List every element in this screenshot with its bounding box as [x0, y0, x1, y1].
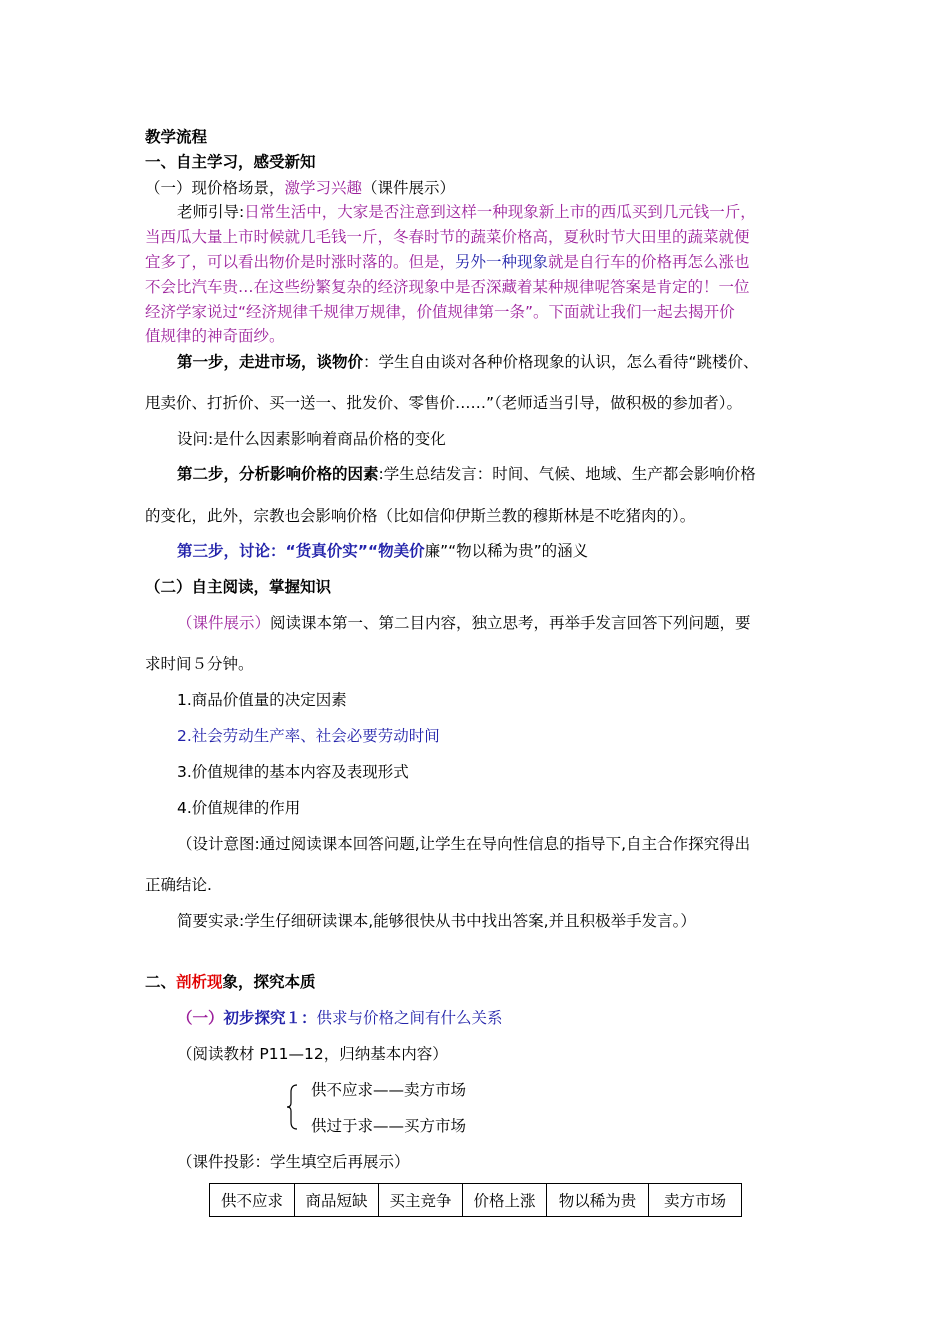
subsection-1-1 — [145, 178, 455, 198]
question-item-2: 2.社会劳动生产率、社会必要劳动时间 — [177, 727, 440, 745]
question-item-4: 4.价值规律的作用 — [177, 799, 301, 817]
subsection-1-2: （二）自主阅读，掌握知识 — [145, 578, 332, 596]
subsection-2-1 — [177, 1008, 503, 1028]
table-cell: 物以稀为贵 — [547, 1184, 649, 1217]
fill-in-table — [209, 1183, 742, 1217]
question: 设问:是什么因素影响着商品价格的变化 — [177, 430, 446, 448]
section-1-title: 一、自主学习，感受新知 — [145, 153, 316, 171]
step-3 — [177, 541, 588, 561]
teacher-guide-line-3a: 宜多了，可以看出物价是时涨时落的。但是， — [145, 253, 456, 271]
supply-item-2: 供过于求——买方市场 — [311, 1117, 467, 1135]
step-2-line-2: 的变化，此外，宗教也会影响价格（比如信仰伊斯兰教的穆斯林是不吃猪肉的）。 — [145, 507, 696, 525]
reading-instruction-text: 阅读课本第一、第二目内容，独立思考，再举手发言回答下列问题，要 — [270, 614, 751, 632]
step-3-quote-2a: “物美价 — [367, 542, 425, 560]
table-cell: 供不应求 — [210, 1184, 295, 1217]
step-1-text: ：学生自由谈对各种价格现象的认识，怎么看待“跳楼价、 — [363, 353, 759, 371]
step-2-text: :学生总结发言：时间、气候、地域、生产都会影响价格 — [378, 465, 756, 483]
step-1-title: 第一步，走进市场，谈物价 — [177, 353, 364, 371]
reading-instruction-prefix: （课件展示） — [177, 614, 271, 632]
brief-record: 简要实录:学生仔细研读课本,能够很快从书中找出答案,并且积极举手发言。） — [177, 912, 696, 930]
teacher-guide-line-4: 不会比汽车贵…在这些纷繁复杂的经济现象中是否深藏着某种规律呢答案是肯定的！一位 — [145, 278, 750, 296]
left-brace-icon — [286, 1084, 298, 1130]
step-2-title: 第二步，分析影响价格的因素 — [177, 465, 379, 483]
step-2 — [177, 464, 756, 484]
design-intent-line-2: 正确结论. — [145, 876, 212, 894]
section-2-title — [145, 972, 316, 992]
table-cell: 买主竞争 — [379, 1184, 463, 1217]
table-row — [210, 1184, 742, 1217]
step-1 — [177, 352, 759, 372]
supply-item-1: 供不应求——卖方市场 — [311, 1081, 467, 1099]
step-3-quote-1: “货真价实” — [285, 542, 368, 560]
section-2-title-prefix: 二、 — [145, 973, 177, 991]
reading-note: （阅读教材 P11—12，归纳基本内容） — [177, 1045, 448, 1063]
subsection-2-1-prefix: （一） — [177, 1009, 224, 1027]
section-2-title-suffix: 象，探究本质 — [222, 973, 316, 991]
reading-instruction-line-2: 求时间５分钟。 — [145, 655, 254, 673]
teacher-guide-line-2: 当西瓜大量上市时候就几毛钱一斤，冬春时节的蔬菜价格高，夏秋时节大田里的蔬菜就便 — [145, 228, 750, 246]
subsection-2-1-label: 初步探究１： — [223, 1009, 317, 1027]
teacher-guide-line-3-highlight: 另外一种现象 — [455, 253, 549, 271]
teacher-guide-line-6: 值规律的神奇面纱。 — [145, 327, 285, 345]
section-2-title-highlight: 剖析现 — [176, 973, 223, 991]
step-3-quote-3: “物以稀为贵”的涵义 — [448, 542, 589, 560]
teacher-guide-line-1 — [177, 202, 756, 222]
subsection-1-1-prefix: （一）现价格场景， — [145, 179, 285, 197]
table-cell: 商品短缺 — [295, 1184, 379, 1217]
subsection-2-1-text: 供求与价格之间有什么关系 — [316, 1009, 503, 1027]
subsection-1-1-suffix: （课件展示） — [362, 179, 456, 197]
teacher-guide-label: 老师引导: — [177, 203, 245, 221]
teacher-guide-line-5: 经济学家说过“经济规律千规律万规律，价值规律第一条”。下面就让我们一起去揭开价 — [145, 303, 735, 321]
teacher-guide-line-3c: 就是自行车的价格再怎么涨也 — [548, 253, 750, 271]
table-cell: 卖方市场 — [649, 1184, 742, 1217]
projection-note: （课件投影：学生填空后再展示） — [177, 1153, 410, 1171]
page-heading: 教学流程 — [145, 128, 208, 146]
step-1-line-2: 甩卖价、打折价、买一送一、批发价、零售价……”（老师适当引导，做积极的参加者）。 — [145, 394, 743, 412]
design-intent-line-1: （设计意图:通过阅读课本回答问题,让学生在导向性信息的指导下,自主合作探究得出 — [177, 835, 751, 853]
table-cell: 价格上涨 — [463, 1184, 547, 1217]
step-3-title: 第三步，讨论： — [177, 542, 286, 560]
step-3-quote-2b: 廉” — [424, 542, 449, 560]
teacher-guide-text: 日常生活中，大家是否注意到这样一种现象新上市的西瓜买到几元钱一斤， — [244, 203, 756, 221]
question-item-3: 3.价值规律的基本内容及表现形式 — [177, 763, 409, 781]
subsection-1-1-highlight: 激学习兴趣 — [284, 179, 363, 197]
question-item-1: 1.商品价值量的决定因素 — [177, 691, 347, 709]
reading-instruction — [177, 613, 751, 633]
teacher-guide-line-3 — [145, 252, 750, 272]
